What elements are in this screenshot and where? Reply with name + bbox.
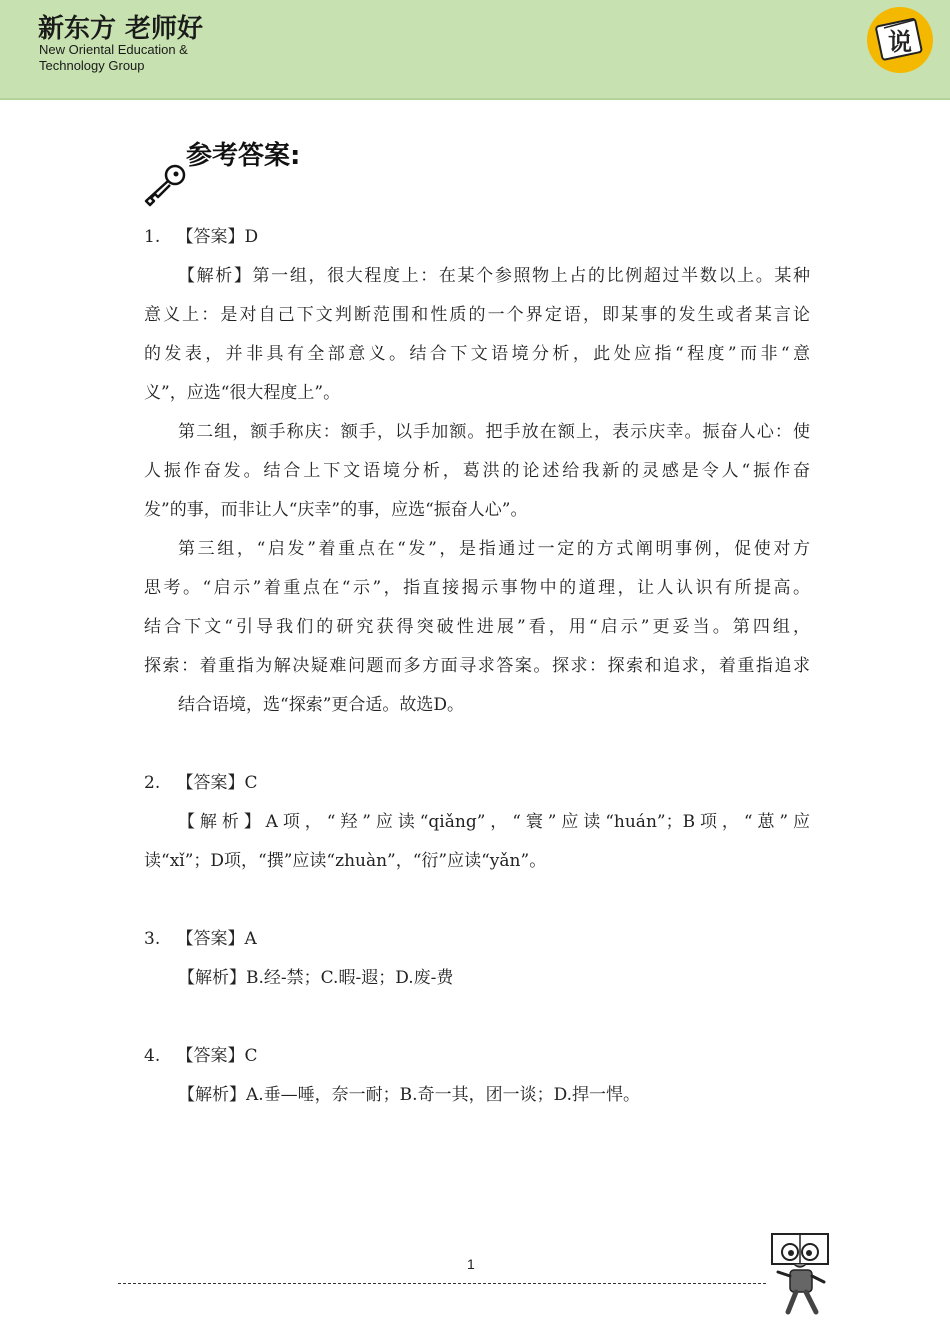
answer-item-3	[144, 920, 810, 998]
analysis-line: 【解析】第一组，很大程度上：在某个参照物上占的比例超过半数以上。某种	[178, 266, 810, 286]
spacer	[144, 881, 810, 920]
answer-key: 【答案】D	[176, 227, 259, 247]
answer-key: 【答案】C	[176, 1046, 258, 1066]
brand-name-en-line1: New Oriental Education &	[39, 42, 188, 57]
analysis-line: 意义上：是对自己下文判断范围和性质的一个界定语，即某事的发生或者某言论	[144, 305, 810, 325]
answer-heading	[144, 1037, 810, 1076]
brand-name-en-line2: Technology Group	[39, 58, 145, 73]
analysis-line: 人振作奋发。结合上下文语境分析，葛洪的论述给我新的灵感是令人“振作奋	[144, 461, 810, 481]
brand-logo-icon	[866, 6, 934, 74]
logo-text: 说	[888, 28, 912, 56]
reading-mascot-icon	[766, 1232, 834, 1316]
spacer	[144, 725, 810, 764]
analysis-line: 第三组，“启发”着重点在“发”，是指通过一定的方式阐明事例，促使对方	[178, 539, 810, 559]
analysis-line: 读“xǐ”；D项，“撰”应读“zhuàn”，“衍”应读“yǎn”。	[144, 851, 547, 871]
answer-item-1	[144, 218, 810, 725]
answer-key: 【答案】A	[176, 929, 257, 949]
answer-number: 3.	[144, 929, 161, 949]
analysis-line: 的发表，并非具有全部意义。结合下文语境分析，此处应指“程度”而非“意	[144, 344, 810, 364]
analysis-line: 【解析】B.经-禁；C.暇-遐；D.废-费	[178, 968, 454, 988]
answer-item-2	[144, 764, 810, 881]
brand-name-en	[39, 42, 219, 74]
analysis-line: 思考。“启示”着重点在“示”，指直接揭示事物中的道理，让人认识有所提高。	[144, 578, 810, 598]
analysis-line: 结合下文“引导我们的研究获得突破性进展”看，用“启示”更妥当。第四组，	[144, 617, 810, 637]
key-icon	[140, 163, 188, 207]
answer-content	[144, 218, 810, 1115]
answer-key: 【答案】C	[176, 773, 258, 793]
answer-number: 4.	[144, 1046, 161, 1066]
analysis-line: 【解析】A项，“羟”应读“qiǎng”，“寰”应读“huán”；B项，“葸”应	[178, 812, 810, 832]
footer-divider	[118, 1283, 766, 1284]
answer-number: 2.	[144, 773, 161, 793]
analysis-line: 探索：着重指为解决疑难问题而多方面寻求答案。探求：探索和追求，着重指追求	[144, 656, 810, 676]
spacer	[144, 998, 810, 1037]
answer-heading	[144, 218, 810, 257]
answer-item-4	[144, 1037, 810, 1115]
analysis-line: 结合语境，选“探索”更合适。故选D。	[178, 695, 465, 715]
section-title: 参考答案:	[186, 141, 301, 171]
answer-heading	[144, 764, 810, 803]
page-number: 1	[467, 1256, 475, 1272]
page-header	[0, 0, 950, 100]
analysis-line: 发”的事，而非让人“庆幸”的事，应选“振奋人心”。	[144, 500, 528, 520]
answer-number: 1.	[144, 227, 161, 247]
analysis-line: 【解析】A.垂—唾，奈一耐；B.奇一其，团一谈；D.捍一悍。	[178, 1085, 641, 1105]
analysis-line: 义”，应选“很大程度上”。	[144, 383, 341, 403]
answer-heading	[144, 920, 810, 959]
brand-name-cn: 新东方 老师好	[38, 14, 204, 44]
analysis-line: 第二组，额手称庆：额手，以手加额。把手放在额上，表示庆幸。振奋人心：使	[178, 422, 810, 442]
